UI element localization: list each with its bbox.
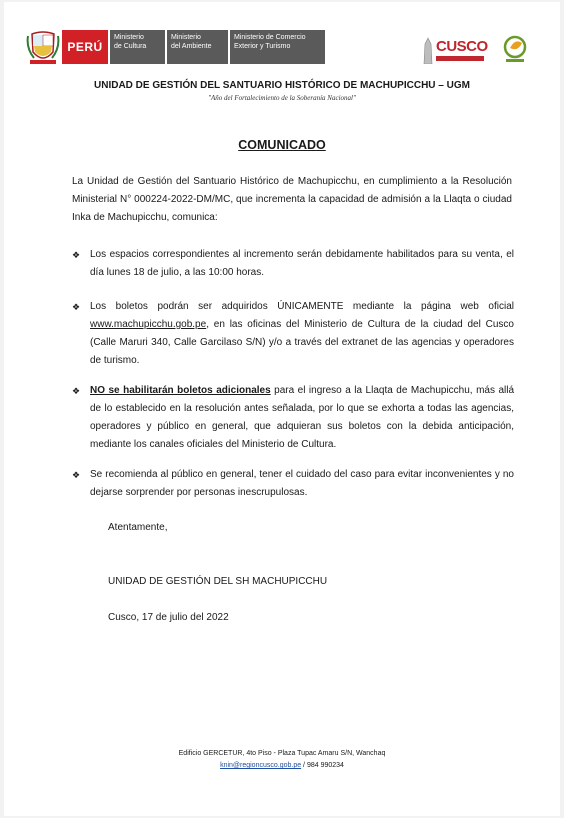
bullet-item xyxy=(72,382,515,454)
ministry-environment-label: Ministerio del Ambiente xyxy=(166,30,228,64)
cusco-tower-icon xyxy=(422,36,434,64)
bullet-text: Los boletos podrán ser adquiridos ÚNICAMENTE mediante la página web oficial xyxy=(90,301,514,312)
bullet-text: Se recomienda al público en general, tener el cuidado del caso para evitar inconvenientes y no dejarse sorprender por personas inescrupulosas. xyxy=(90,469,514,498)
footer-phone: 984 990234 xyxy=(306,762,344,769)
ministry-trade-tourism-label: Ministerio de Comercio Exterior y Turismo xyxy=(229,30,325,64)
footer-email-link[interactable]: knin@regioncusco.gob.pe xyxy=(220,762,302,769)
peru-coat-of-arms-icon xyxy=(26,30,60,66)
ministry-culture-label: Ministerio de Cultura xyxy=(109,30,165,64)
document-title: COMUNICADO xyxy=(238,138,326,152)
bullet-diamond-icon: ❖ xyxy=(72,386,81,396)
letterhead xyxy=(24,28,544,72)
bullet-diamond-icon: ❖ xyxy=(72,250,81,260)
footer-contact xyxy=(4,762,560,769)
place-date: Cusco, 17 de julio del 2022 xyxy=(108,612,229,623)
unit-title: UNIDAD DE GESTIÓN DEL SANTUARIO HISTÓRICO DE MACHUPICCHU – UGM xyxy=(94,80,470,91)
intro-paragraph: La Unidad de Gestión del Santuario Histórico de Machupicchu, en cumplimiento a la Resolución Ministerial N° 000224-2022-DM/MC, que incrementa la capacidad de admisión a la Llaqta o ciudad Inka de Machupicchu, comunica: xyxy=(72,176,512,223)
footer-address: Edificio GERCETUR, 4to Piso - Plaza Tupac Amaru S/N, Wanchaq xyxy=(178,750,386,757)
bullet-diamond-icon: ❖ xyxy=(72,470,81,480)
bullet-text: , en las oficinas del Ministerio de Cultura de la ciudad del Cusco (Calle Maruri 340, Calle Garcilaso S/N) y/o a través del extranet de las agencias y operadores de turismo. xyxy=(90,319,514,366)
bullet-text: para el ingreso a la Llaqta de Machupicchu, más allá de lo establecido en la resolución antes señalada, por lo que se exhorta a todas las agencias, operadores y público en general, que adquieran sus boletos con la debida anticipación, mediante los canales oficiales del Ministerio de Cultura. xyxy=(90,385,515,450)
official-website-link[interactable]: www.machupicchu.gob.pe xyxy=(90,319,207,330)
regional-leaf-icon xyxy=(500,34,530,64)
bullet-item xyxy=(72,298,514,370)
bullet-item xyxy=(72,246,514,282)
document-page xyxy=(4,2,560,816)
signer-name: UNIDAD DE GESTIÓN DEL SH MACHUPICCHU xyxy=(108,576,328,587)
cusco-logo-bar xyxy=(436,56,484,61)
bullet-emphasis: NO se habilitarán boletos adicionales xyxy=(90,385,271,396)
year-motto: "Año del Fortalecimiento de la Soberanía Nacional" xyxy=(208,94,356,102)
footer-separator: / xyxy=(301,762,307,769)
peru-label: PERÚ xyxy=(62,30,108,64)
bullet-item xyxy=(72,466,514,502)
bullet-text: Los espacios correspondientes al incremento serán debidamente habilitados para su venta, el día lunes 18 de julio, a las 10:00 horas. xyxy=(90,249,514,278)
closing-salutation: Atentamente, xyxy=(108,522,168,533)
cusco-logo xyxy=(422,32,486,66)
cusco-logo-text: CUSCO xyxy=(436,38,488,55)
bullet-diamond-icon: ❖ xyxy=(72,302,81,312)
